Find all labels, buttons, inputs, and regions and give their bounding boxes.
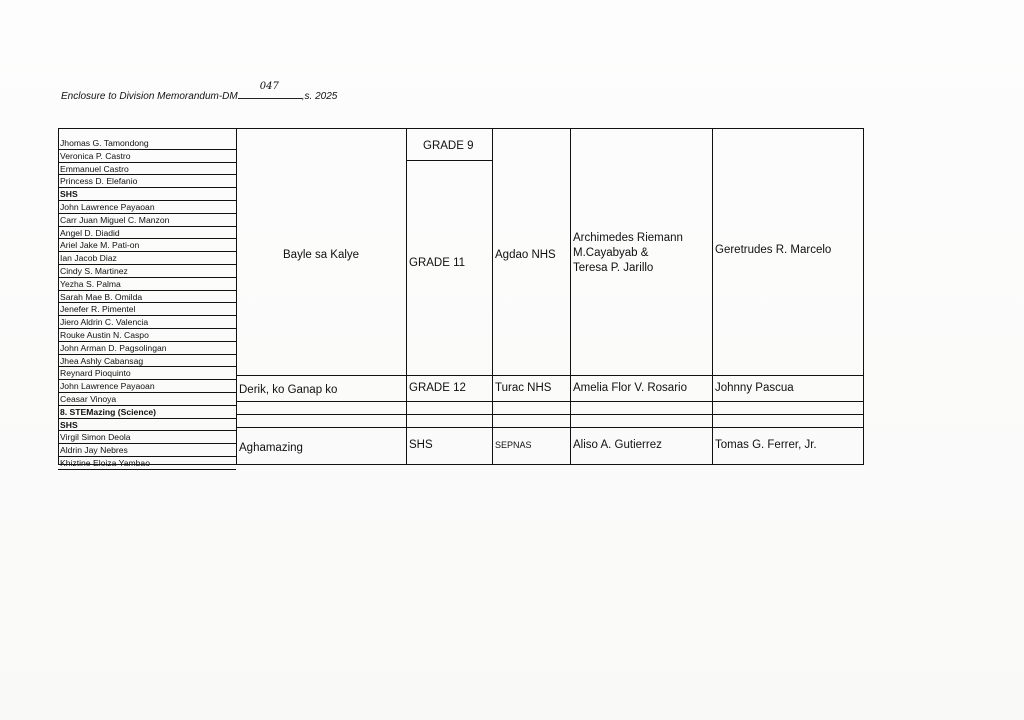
- grid-line: [236, 414, 864, 415]
- name-row: Jhomas G. Tamondong: [58, 137, 236, 150]
- shs-label: SHS: [409, 439, 433, 451]
- coach-line-1: Archimedes Riemann: [573, 232, 683, 244]
- name-row: Virgil Simon Deola: [58, 431, 236, 444]
- name-row: Carr Juan Miguel C. Manzon: [58, 214, 236, 227]
- grid-line: [236, 401, 864, 402]
- school-head-aghamazing: Tomas G. Ferrer, Jr.: [715, 439, 817, 451]
- coach-line-3: Teresa P. Jarillo: [573, 262, 654, 274]
- participant-names-column: [58, 137, 236, 470]
- name-row: Princess D. Elefanio: [58, 175, 236, 188]
- name-row: John Lawrence Payaoan: [58, 380, 236, 393]
- grade-12-label: GRADE 12: [409, 382, 466, 394]
- header-prefix: Enclosure to Division Memorandum-DM: [61, 91, 238, 102]
- name-row: Aldrin Jay Nebres: [58, 444, 236, 457]
- school-agdao: Agdao NHS: [495, 249, 556, 261]
- name-row: Emmanuel Castro: [58, 163, 236, 176]
- name-row: SHS: [58, 188, 236, 201]
- name-row: John Lawrence Payaoan: [58, 201, 236, 214]
- name-row: SHS: [58, 419, 236, 432]
- header-suffix: ,s. 2025: [301, 91, 338, 102]
- name-row: John Arman D. Pagsolingan: [58, 342, 236, 355]
- school-head-derik: Johnny Pascua: [715, 382, 794, 394]
- entry-title-bayle: Bayle sa Kalye: [283, 249, 360, 261]
- grid-line: [236, 427, 864, 428]
- name-row: Cindy S. Martinez: [58, 265, 236, 278]
- name-row: Khiztine Eloiza Yambao: [58, 457, 236, 470]
- entry-title-aghamazing: Aghamazing: [239, 442, 303, 454]
- grade-11-label: GRADE 11: [409, 257, 466, 269]
- school-sepnas: SEPNAS: [495, 440, 532, 450]
- memo-number-handwritten: 047: [259, 81, 279, 92]
- entry-title-derik: Derik, ko Ganap ko: [239, 384, 338, 396]
- grid-line: [236, 375, 864, 376]
- school-turac: Turac NHS: [495, 382, 552, 394]
- name-row: Rouke Austin N. Caspo: [58, 329, 236, 342]
- school-head-bayle: Geretrudes R. Marcelo: [715, 244, 832, 256]
- coach-line-2: M.Cayabyab &: [573, 247, 649, 259]
- name-row: Jenefer R. Pimentel: [58, 303, 236, 316]
- name-row: Ceasar Vinoya: [58, 393, 236, 406]
- memo-number-blank: [238, 81, 302, 99]
- name-row: Reynard Pioquinto: [58, 367, 236, 380]
- enclosure-header: [61, 81, 338, 102]
- coach-derik: Amelia Flor V. Rosario: [573, 382, 687, 394]
- name-row: Veronica P. Castro: [58, 150, 236, 163]
- name-row: Ariel Jake M. Pati-on: [58, 239, 236, 252]
- grade-9-label: GRADE 9: [423, 140, 474, 152]
- name-row: 8. STEMazing (Science): [58, 406, 236, 419]
- name-row: Yezha S. Palma: [58, 278, 236, 291]
- name-row: Ian Jacob Diaz: [58, 252, 236, 265]
- name-row: Sarah Mae B. Omilda: [58, 291, 236, 304]
- coach-aghamazing: Aliso A. Gutierrez: [573, 439, 662, 451]
- name-row: Jhea Ashly Cabansag: [58, 355, 236, 368]
- grid-line: [406, 160, 492, 161]
- name-row: Angel D. Diadid: [58, 227, 236, 240]
- name-row: Jiero Aldrin C. Valencia: [58, 316, 236, 329]
